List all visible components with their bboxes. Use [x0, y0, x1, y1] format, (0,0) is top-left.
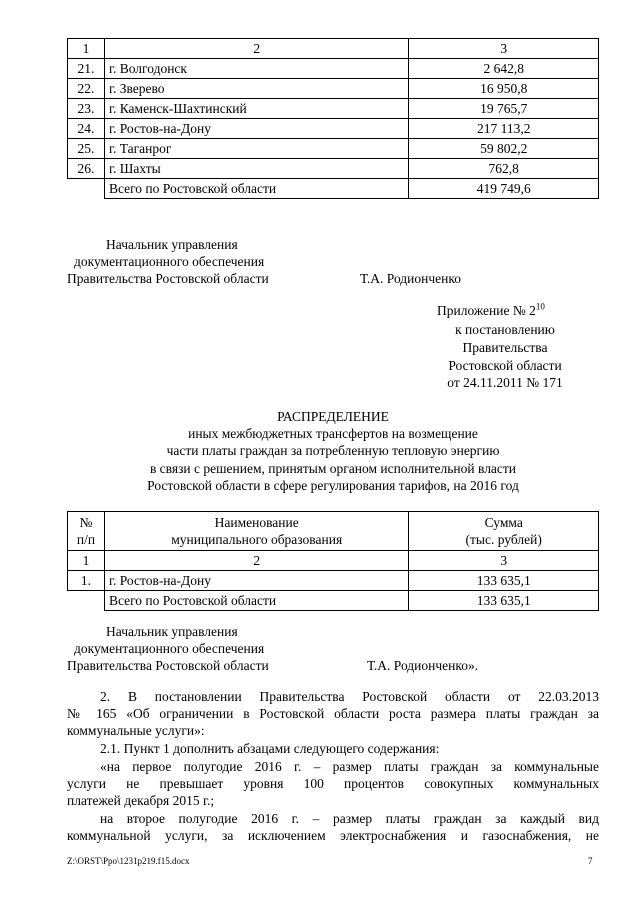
header-sum-a: Сумма — [484, 515, 523, 530]
header-number-a: № — [79, 515, 93, 530]
body-p3-line1: «на первое полугодие 2016 г. – размер платы граждан за коммунальные — [100, 759, 599, 774]
header-number — [68, 512, 105, 551]
body-p1-line2: № 165 «Об ограничении в Ростовской области роста размера платы граждан за — [67, 706, 599, 721]
table-municipalities-1 — [67, 38, 599, 199]
table-header-row — [68, 39, 599, 59]
row-name: г. Волгодонск — [104, 59, 409, 79]
title-line3: в связи с решением, принятым органом исполнительной власти — [149, 461, 517, 476]
header-cell: 3 — [409, 39, 599, 59]
row-name: г. Зверево — [104, 79, 409, 99]
row-name: г. Шахты — [104, 159, 409, 179]
signature2-title-line1: Начальник управления — [106, 624, 238, 639]
total-label: Всего по Ростовской области — [104, 179, 409, 199]
row-name: г. Таганрог — [104, 139, 409, 159]
appendix-line4: Ростовской области — [448, 358, 562, 373]
row-sum: 762,8 — [409, 159, 599, 179]
body-p3-line3: платежей декабря 2015 г.; — [67, 793, 215, 808]
row-name: г. Ростов-на-Дону — [104, 119, 409, 139]
row-number: 1. — [68, 571, 105, 591]
appendix-line5: от 24.11.2011 № 171 — [447, 375, 563, 390]
appendix-line2: к постановлению — [455, 322, 555, 337]
body-p4-line1: на второе полугодие 2016 г. – размер платы граждан за каждый вид — [100, 811, 599, 826]
numbering-cell: 1 — [68, 551, 105, 571]
signature2-title-line2: документационного обеспечения — [74, 641, 265, 656]
row-number: 21. — [68, 59, 105, 79]
signature-title-line2: документационного обеспечения — [74, 254, 265, 269]
body-p1-line3: коммунальные услуги»: — [67, 723, 205, 738]
signature-name: Т.А. Родионченко — [360, 271, 461, 286]
signature2-name: Т.А. Родионченко». — [367, 658, 479, 673]
header-name — [104, 512, 408, 551]
row-sum: 59 802,2 — [409, 139, 599, 159]
header-name-b: муниципального образования — [171, 532, 343, 547]
body-p4-line2: коммунальной услуги, за исключением электроснабжения и газоснабжения, не — [67, 828, 599, 843]
total-sum: 419 749,6 — [409, 179, 599, 199]
row-sum: 2 642,8 — [409, 59, 599, 79]
appendix-superscript: 10 — [535, 301, 545, 312]
appendix-number — [437, 303, 545, 319]
row-sum: 16 950,8 — [409, 79, 599, 99]
total-label: Всего по Ростовской области — [104, 591, 408, 611]
signature-title-line1: Начальник управления — [106, 237, 238, 252]
table-header-row — [68, 512, 599, 551]
header-name-a: Наименование — [214, 515, 299, 530]
empty-cell — [68, 179, 105, 199]
header-sum — [409, 512, 599, 551]
title-line1: иных межбюджетных трансфертов на возмещение — [188, 426, 478, 441]
empty-cell — [68, 591, 105, 611]
table-row — [68, 139, 599, 159]
table-municipalities-2 — [67, 511, 599, 611]
row-number: 24. — [68, 119, 105, 139]
row-number: 23. — [68, 99, 105, 119]
title-line4: Ростовской области в сфере регулирования тарифов, на 2016 год — [147, 478, 519, 493]
body-p3-line2: услуги не превышает уровня 100 процентов совокупных коммунальных — [67, 776, 599, 791]
footer-page-number: 7 — [588, 856, 593, 866]
total-sum: 133 635,1 — [409, 591, 599, 611]
body-p2: 2.1. Пункт 1 дополнить абзацами следующего содержания: — [100, 741, 440, 756]
row-name: г. Каменск-Шахтинский — [104, 99, 409, 119]
row-sum: 217 113,2 — [409, 119, 599, 139]
title-line2: части платы граждан за потребленную тепловую энергию — [166, 443, 500, 458]
header-number-b: п/п — [76, 532, 96, 547]
table-total-row — [68, 591, 599, 611]
row-sum: 133 635,1 — [409, 571, 599, 591]
numbering-cell: 3 — [409, 551, 599, 571]
row-name: г. Ростов-на-Дону — [104, 571, 408, 591]
table-total-row — [68, 179, 599, 199]
header-sum-b: (тыс. рублей) — [465, 532, 542, 547]
signature2-title-line3: Правительства Ростовской области — [67, 658, 269, 673]
row-number: 26. — [68, 159, 105, 179]
table-row — [68, 119, 599, 139]
table-row — [68, 79, 599, 99]
table-numbering-row — [68, 551, 599, 571]
table-row — [68, 99, 599, 119]
appendix-line3: Правительства — [462, 340, 548, 355]
table-row — [68, 159, 599, 179]
row-number: 22. — [68, 79, 105, 99]
numbering-cell: 2 — [104, 551, 408, 571]
table-row — [68, 571, 599, 591]
signature-title-line3: Правительства Ростовской области — [67, 271, 269, 286]
row-number: 25. — [68, 139, 105, 159]
table-row — [68, 59, 599, 79]
header-cell: 1 — [68, 39, 105, 59]
footer-file-path: Z:\ORST\Ppo\1231p219.f15.docx — [67, 856, 190, 866]
document-heading: РАСПРЕДЕЛЕНИЕ — [277, 409, 389, 424]
body-p1-line1: 2. В постановлении Правительства Ростовской области от 22.03.2013 — [100, 689, 599, 704]
appendix-label: Приложение № 2 — [437, 303, 536, 318]
header-cell: 2 — [104, 39, 409, 59]
row-sum: 19 765,7 — [409, 99, 599, 119]
